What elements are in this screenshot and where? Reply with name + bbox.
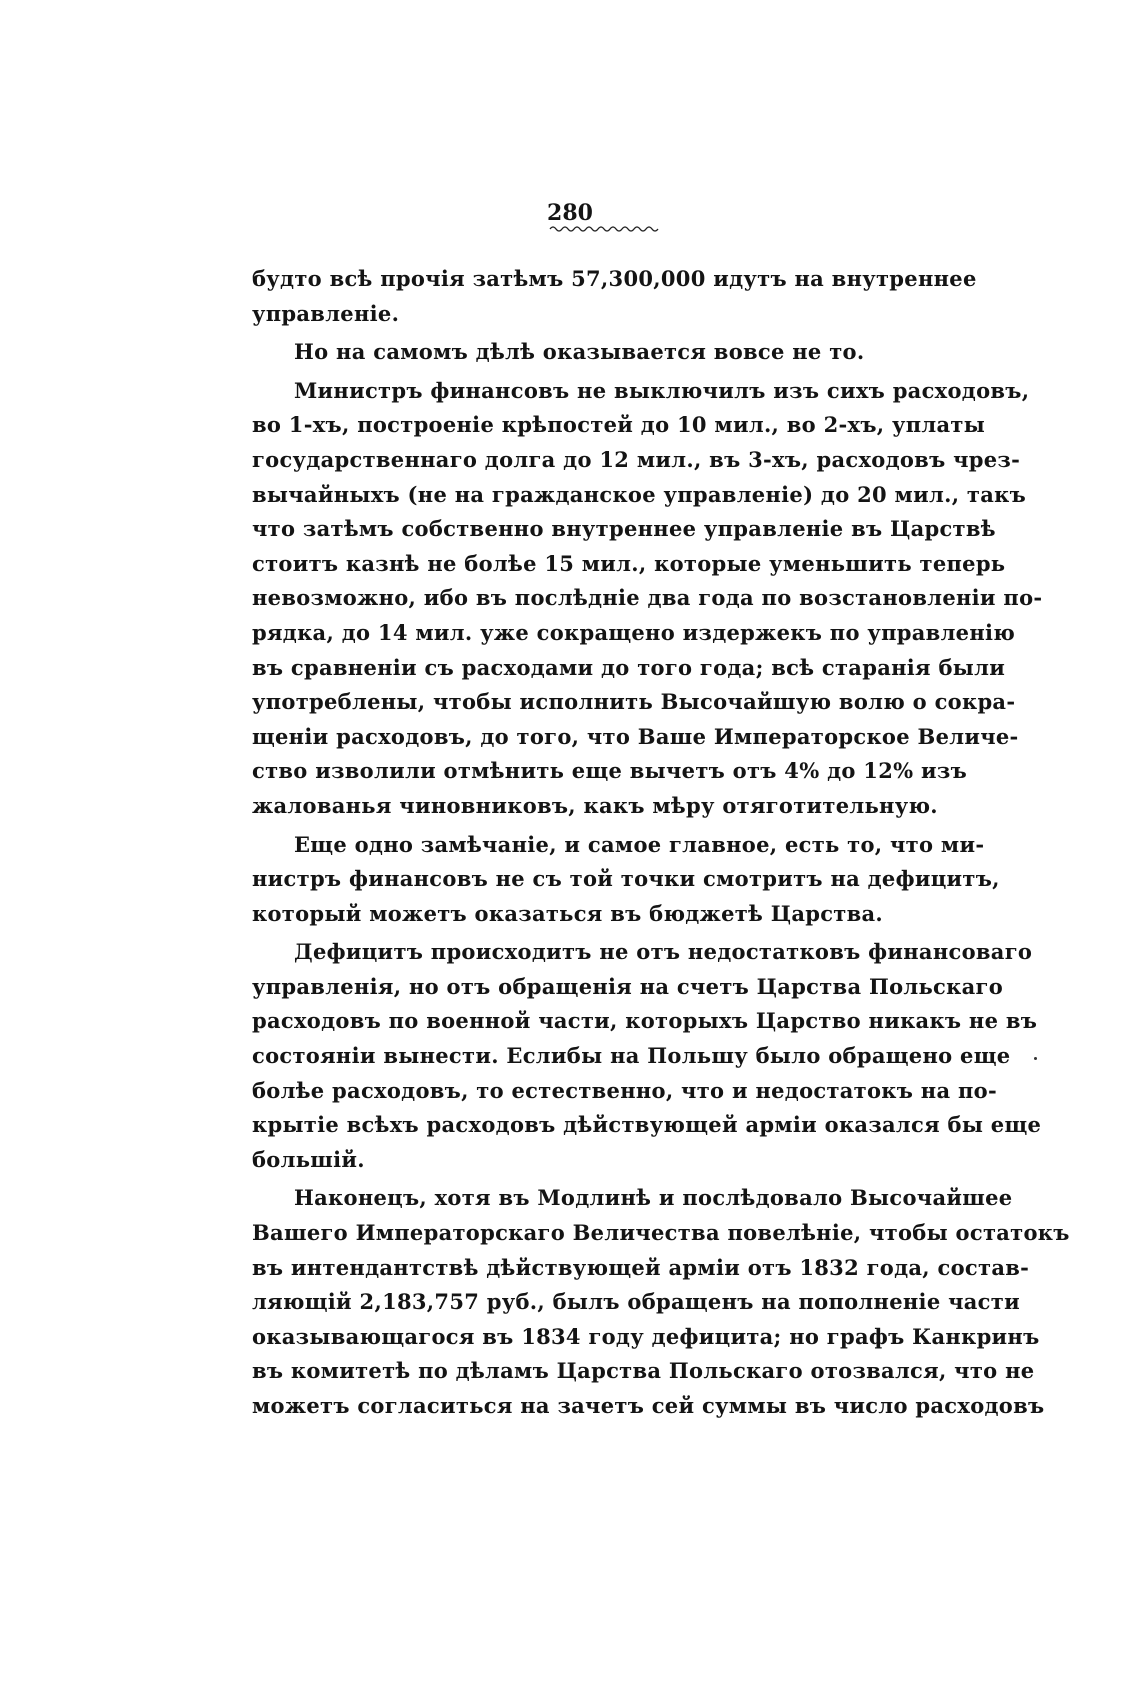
- text-line: болѣе расходовъ, то естественно, что и недостатокъ на по-: [252, 1077, 997, 1103]
- text-line: Министръ финансовъ не выключилъ изъ сихъ расходовъ,: [294, 377, 1030, 403]
- text-line: крытіе всѣхъ расходовъ дѣйствующей арміи оказался бы еще: [252, 1112, 1042, 1138]
- text-line: въ интендантствѣ дѣйствующей арміи отъ 1832 года, состав-: [252, 1254, 1030, 1280]
- text-line: во 1-хъ, построеніе крѣпостей до 10 мил., во 2-хъ, уплаты: [252, 412, 986, 438]
- text-body: [252, 262, 1070, 1424]
- paragraph: [252, 374, 1043, 824]
- text-line: рядка, до 14 мил. уже сокращено издержекъ по управленію: [252, 619, 1016, 645]
- paragraph: [252, 1181, 1070, 1423]
- text-line: нистръ финансовъ не съ той точки смотритъ на дефицитъ,: [252, 866, 1000, 892]
- text-line: управленія, но отъ обращенія на счетъ Царства Польскаго: [252, 973, 1003, 999]
- scan-speck: [1034, 1057, 1037, 1060]
- text-line: Но на самомъ дѣлѣ оказывается вовсе не то.: [294, 339, 865, 365]
- text-line: вычайныхъ (не на гражданское управленіе) до 20 мил., такъ: [252, 481, 1027, 507]
- text-line: состояніи вынести. Еслибы на Польшу было обращено еще: [252, 1043, 1011, 1069]
- text-line: Вашего Императорскаго Величества повелѣніе, чтобы остатокъ: [252, 1220, 1070, 1246]
- paragraph: [252, 828, 1000, 932]
- page-number: 280: [547, 200, 593, 226]
- text-line: Еще одно замѣчаніе, и самое главное, есть то, что ми-: [294, 831, 985, 857]
- text-line: можетъ согласиться на зачетъ сей суммы въ число расходовъ: [252, 1393, 1045, 1418]
- text-line: ляющій 2,183,757 руб., былъ обращенъ на пополненіе части: [252, 1289, 1020, 1315]
- text-line: Дефицитъ происходитъ не отъ недостатковъ финансоваго: [294, 939, 1033, 965]
- text-line: ство изволили отмѣнить еще вычетъ отъ 4% до 12% изъ: [252, 758, 967, 784]
- text-line: стоитъ казнѣ не болѣе 15 мил., которые уменьшить теперь: [252, 550, 1006, 576]
- text-line: большій.: [252, 1146, 365, 1172]
- text-line: употреблены, чтобы исполнить Высочайшую волю о сокра-: [252, 689, 1016, 715]
- text-line: будто всѣ прочія затѣмъ 57,300,000 идутъ на внутреннее: [252, 266, 977, 291]
- text-line: щеніи расходовъ, до того, что Ваше Императорское Величе-: [252, 723, 1019, 749]
- text-line: въ комитетѣ по дѣламъ Царства Польскаго отозвался, что не: [252, 1358, 1035, 1384]
- text-line: невозможно, ибо въ послѣдніе два года по возстановленіи по-: [252, 585, 1043, 611]
- text-line: въ сравненіи съ расходами до того года; всѣ старанія были: [252, 654, 1006, 680]
- text-line: который можетъ оказаться въ бюджетѣ Царства.: [252, 900, 884, 926]
- text-line: государственнаго долга до 12 мил., въ 3-хъ, расходовъ чрез-: [252, 446, 1021, 472]
- paragraph: [252, 262, 977, 331]
- text-line: расходовъ по военной части, которыхъ Царство никакъ не въ: [252, 1008, 1038, 1034]
- text-line: что затѣмъ собственно внутреннее управленіе въ Царствѣ: [252, 516, 996, 542]
- text-line: управленіе.: [252, 300, 400, 326]
- text-line: Наконецъ, хотя въ Модлинѣ и послѣдовало Высочайшее: [294, 1185, 1013, 1211]
- paragraph: [252, 935, 1042, 1177]
- text-line: оказывающагося въ 1834 году дефицита; но графъ Канкринъ: [252, 1323, 1040, 1349]
- text-line: жалованья чиновниковъ, какъ мѣру отяготительную.: [252, 792, 938, 818]
- paragraph: [252, 335, 952, 370]
- page-number-ornament: [548, 222, 660, 234]
